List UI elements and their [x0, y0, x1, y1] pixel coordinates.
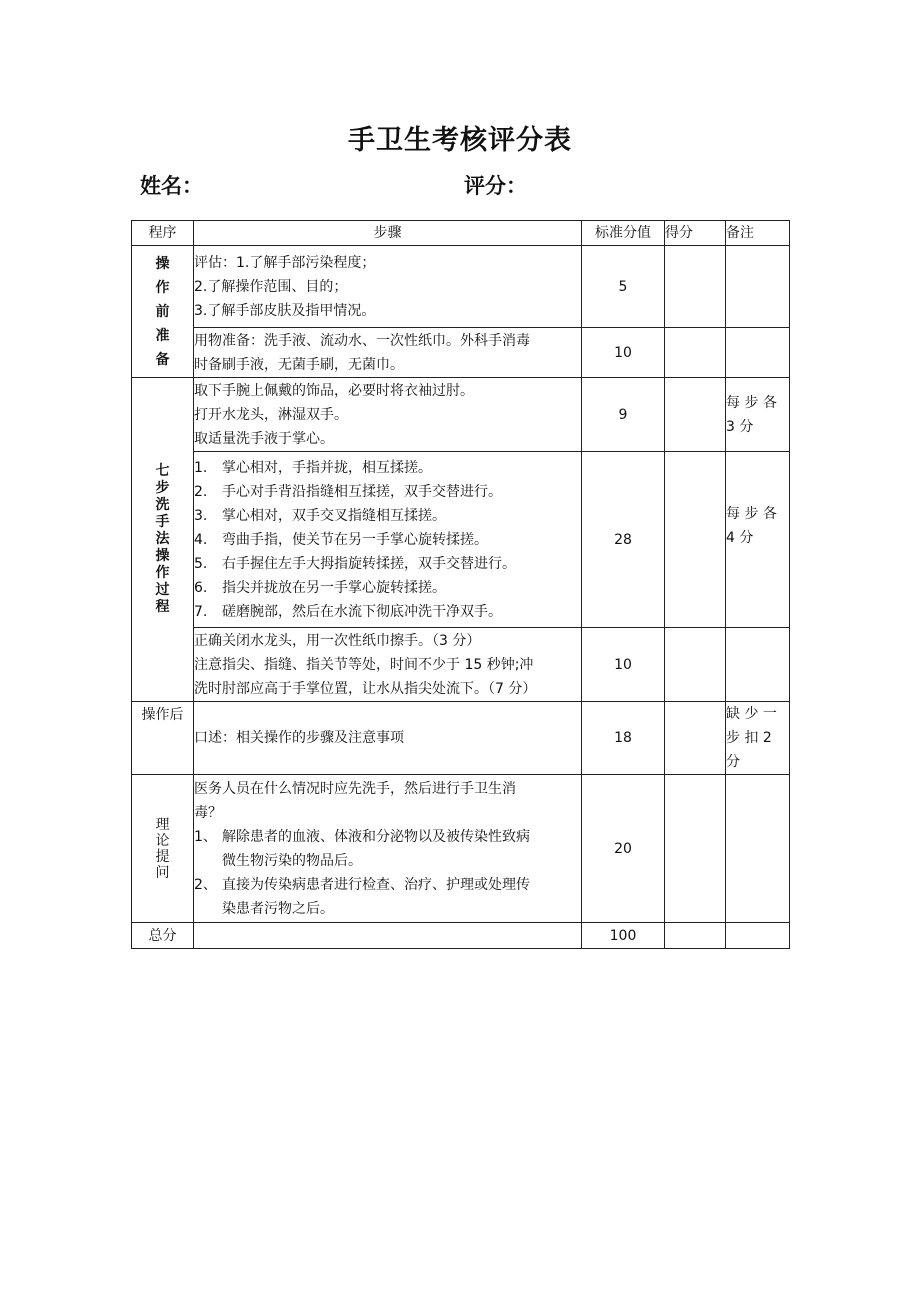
- procedure-char: 备: [155, 351, 170, 368]
- list-item: [194, 576, 581, 600]
- table-row: [132, 628, 790, 702]
- item-number: 1.: [194, 459, 208, 476]
- note-line: 每 步 各: [726, 394, 777, 411]
- total-row: [132, 923, 790, 949]
- score-label: 评分：: [464, 174, 527, 198]
- list-item: [194, 528, 581, 552]
- step-cell: [194, 775, 582, 923]
- standard-score: 28: [582, 452, 665, 628]
- question-line: 医务人员在什么情况时应先洗手，然后进行手卫生消: [194, 780, 516, 797]
- table-row: [132, 452, 790, 628]
- header-steps: 步骤: [194, 221, 582, 246]
- procedure-char: 准: [155, 327, 170, 344]
- list-item: [194, 600, 581, 624]
- step-cell: [194, 452, 582, 628]
- header-standard: 标准分值: [582, 221, 665, 246]
- step-line: 取适量洗手液于掌心。: [194, 430, 334, 447]
- procedure-char: 步: [155, 480, 170, 496]
- note-cell: [726, 378, 790, 452]
- procedure-cell-process: [132, 378, 194, 702]
- header-score: 得分: [665, 221, 726, 246]
- procedure-char: 作: [155, 565, 170, 581]
- total-label: 总分: [132, 923, 194, 949]
- obtained-score-cell[interactable]: [665, 452, 726, 628]
- answer-number: 1、: [194, 828, 217, 845]
- procedure-label: 操作后: [141, 707, 184, 723]
- step-line: 取下手腕上佩戴的饰品，必要时将衣袖过肘。: [194, 382, 474, 399]
- item-text: 指尖并拢放在另一手掌心旋转揉搓。: [222, 579, 446, 596]
- standard-score: 9: [582, 378, 665, 452]
- question-line: 毒？: [194, 804, 222, 821]
- procedure-char: 法: [155, 531, 170, 547]
- scoring-table: [131, 220, 790, 949]
- step-line: 口述：相关操作的步骤及注意事项: [194, 730, 404, 746]
- list-item: [194, 480, 581, 504]
- note-line: 分: [726, 754, 740, 770]
- standard-score: 20: [582, 775, 665, 923]
- note-cell: [726, 775, 790, 923]
- header-row: [132, 221, 790, 246]
- item-text: 弯曲手指，使关节在另一手掌心旋转揉搓。: [222, 531, 488, 548]
- list-item: [194, 504, 581, 528]
- item-text: 磋磨腕部，然后在水流下彻底冲洗干净双手。: [222, 603, 502, 620]
- note-line: 步 扣 2: [726, 730, 772, 746]
- step-cell: [194, 328, 582, 378]
- standard-score: 10: [582, 628, 665, 702]
- note-cell: [726, 628, 790, 702]
- note-cell: [726, 452, 790, 628]
- step-line: 时备刷手液，无菌手刷，无菌巾。: [194, 356, 404, 373]
- table-row: [132, 246, 790, 328]
- note-cell: [726, 328, 790, 378]
- procedure-char: 提: [155, 848, 170, 865]
- item-number: 3.: [194, 507, 208, 524]
- procedure-char: 论: [155, 832, 170, 849]
- list-item: [194, 552, 581, 576]
- name-label: 姓名：: [140, 174, 203, 198]
- procedure-char: 问: [155, 864, 170, 881]
- standard-score: 5: [582, 246, 665, 328]
- procedure-char: 理: [155, 816, 170, 833]
- procedure-char: 过: [155, 582, 170, 598]
- note-line: 每 步 各: [726, 506, 777, 522]
- step-cell: [194, 246, 582, 328]
- step-line: 3.了解手部皮肤及指甲情况。: [194, 302, 376, 319]
- list-item: [194, 456, 581, 480]
- procedure-char: 手: [155, 514, 170, 530]
- step-line: 评估：1.了解手部污染程度；: [194, 254, 376, 271]
- table-row: [132, 328, 790, 378]
- procedure-char: 七: [155, 463, 170, 479]
- procedure-cell-post: [132, 702, 194, 775]
- step-cell: [194, 628, 582, 702]
- step-line: 洗时肘部应高于手掌位置，让水从指尖处流下。（7 分）: [194, 680, 537, 697]
- note-cell: [726, 702, 790, 775]
- step-line: 2.了解操作范围、目的；: [194, 278, 348, 295]
- answer-text: 解除患者的血液、体液和分泌物以及被传染性致病: [222, 828, 530, 845]
- procedure-char: 操: [155, 255, 170, 272]
- answer-number: 2、: [194, 876, 217, 893]
- standard-score: 18: [582, 702, 665, 775]
- step-line: 打开水龙头，淋湿双手。: [194, 406, 348, 423]
- item-number: 5.: [194, 555, 208, 572]
- item-text: 掌心相对，手指并拢，相互揉搓。: [222, 459, 432, 476]
- obtained-score-cell[interactable]: [665, 378, 726, 452]
- table-row: [132, 378, 790, 452]
- note-line: 4 分: [726, 530, 754, 546]
- obtained-score-cell[interactable]: [665, 775, 726, 923]
- note-cell: [726, 923, 790, 949]
- step-line: 正确关闭水龙头，用一次性纸巾擦手。（3 分）: [194, 632, 481, 649]
- note-line: 3 分: [726, 418, 754, 435]
- answer-item: [194, 825, 581, 849]
- answer-item: [194, 873, 581, 897]
- item-number: 4.: [194, 531, 208, 548]
- procedure-char: 程: [155, 599, 170, 615]
- table-row: [132, 775, 790, 923]
- step-cell: [194, 378, 582, 452]
- obtained-score-cell[interactable]: [665, 702, 726, 775]
- procedure-cell-prep: [132, 246, 194, 378]
- answer-text: 染患者污物之后。: [222, 900, 334, 917]
- step-cell: [194, 702, 582, 775]
- note-cell: [726, 246, 790, 328]
- obtained-score-cell[interactable]: [665, 628, 726, 702]
- document-title: 手卫生考核评分表: [348, 125, 572, 156]
- item-number: 2.: [194, 483, 208, 500]
- step-line: 用物准备：洗手液、流动水、一次性纸巾。外科手消毒: [194, 332, 530, 349]
- item-text: 手心对手背沿指缝相互揉搓，双手交替进行。: [222, 483, 502, 500]
- standard-score: 10: [582, 328, 665, 378]
- item-number: 7.: [194, 603, 208, 620]
- total-standard-score: 100: [582, 923, 665, 949]
- note-line: 缺 少 一: [726, 706, 777, 722]
- procedure-char: 作: [155, 279, 170, 296]
- header-note: 备注: [726, 221, 790, 246]
- answer-text: 直接为传染病患者进行检查、治疗、护理或处理传: [222, 876, 530, 893]
- step-cell: [194, 923, 582, 949]
- table-row: [132, 702, 790, 775]
- step-line: 注意指尖、指缝、指关节等处，时间不少于 15 秒钟;冲: [194, 656, 534, 673]
- obtained-score-cell[interactable]: [665, 246, 726, 328]
- obtained-score-cell[interactable]: [665, 328, 726, 378]
- obtained-score-cell[interactable]: [665, 923, 726, 949]
- answer-text: 微生物污染的物品后。: [222, 852, 362, 869]
- procedure-char: 洗: [155, 497, 170, 513]
- item-text: 右手握住左手大拇指旋转揉搓，双手交替进行。: [222, 555, 516, 572]
- header-procedure: 程序: [132, 221, 194, 246]
- procedure-char: 操: [155, 548, 170, 564]
- procedure-char: 前: [155, 303, 170, 320]
- procedure-cell-theory: [132, 775, 194, 923]
- item-text: 掌心相对，双手交叉指缝相互揉搓。: [222, 507, 446, 524]
- item-number: 6.: [194, 579, 208, 596]
